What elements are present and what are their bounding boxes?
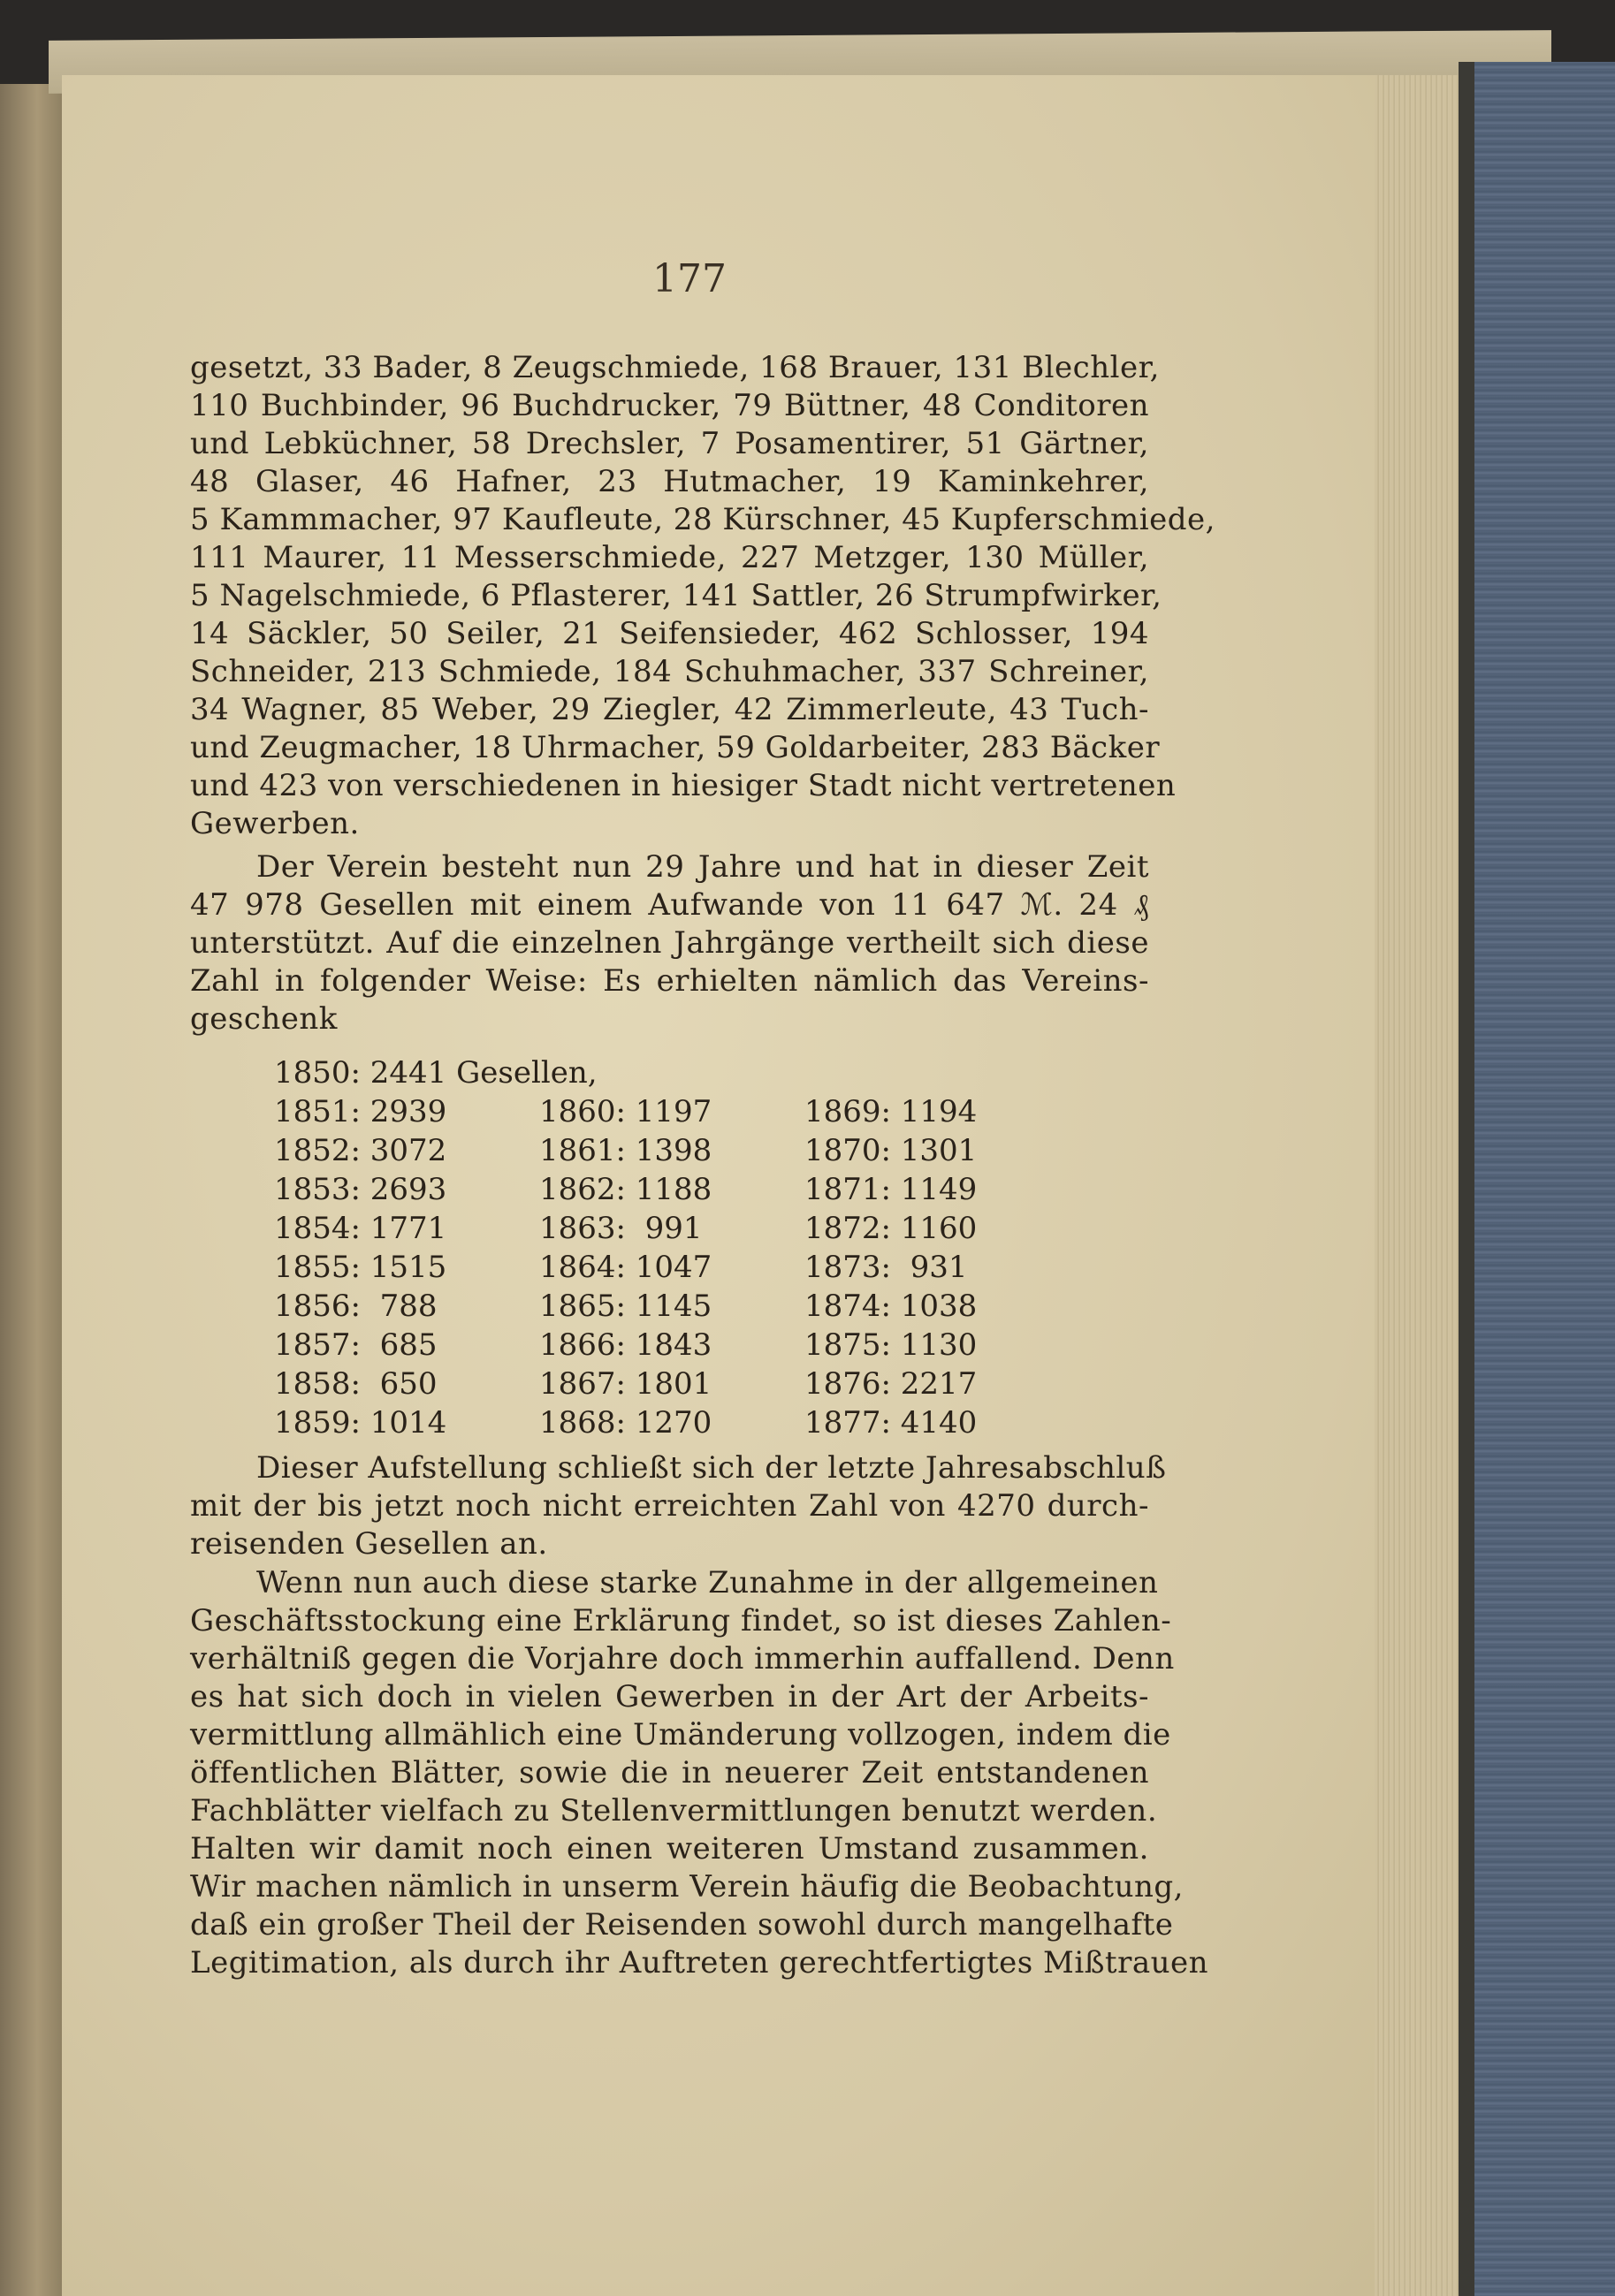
table-cell: 1853: 2693 — [274, 1172, 447, 1207]
table-cell: 1866: 1843 — [539, 1327, 712, 1363]
table-cell: 1869: 1194 — [804, 1094, 978, 1129]
table-row — [274, 1287, 1070, 1326]
table-cell: 1857: 685 — [274, 1327, 438, 1363]
table-row — [274, 1248, 1070, 1287]
table-cell: 1876: 2217 — [804, 1366, 978, 1402]
table-cell: 1870: 1301 — [804, 1133, 978, 1168]
table-cell: 1859: 1014 — [274, 1405, 447, 1441]
table-cell: 1858: 650 — [274, 1366, 438, 1402]
table-cell: 1868: 1270 — [539, 1405, 712, 1441]
text-line: Wenn nun auch diese starke Zunahme in der allgemeinen — [256, 1565, 1159, 1600]
text-line: Wir machen nämlich in unserm Verein häufig die Beobachtung, — [190, 1869, 1184, 1904]
text-line: 111 Maurer, 11 Messerschmiede, 227 Metzger, 130 Müller, — [190, 540, 1149, 575]
table-cell: 1875: 1130 — [804, 1327, 978, 1363]
table-cell: 1874: 1038 — [804, 1289, 978, 1324]
table-cell: 1872: 1160 — [804, 1211, 978, 1246]
table-row — [274, 1131, 1070, 1170]
paragraph-association-summary — [190, 848, 1149, 1038]
text-line: verhältniß gegen die Vorjahre doch immerhin auffallend. Denn — [190, 1641, 1175, 1676]
text-line: 5 Nagelschmiede, 6 Pflasterer, 141 Sattler, 26 Strumpfwirker, — [190, 578, 1162, 613]
text-line: 5 Kammmacher, 97 Kaufleute, 28 Kürschner, 45 Kupferschmiede, — [190, 502, 1215, 537]
table-row — [274, 1053, 1070, 1092]
text-line: Dieser Aufstellung schließt sich der letzte Jahresabschluß — [256, 1450, 1167, 1486]
text-line: öffentlichen Blätter, sowie die in neuerer Zeit entstandenen — [190, 1755, 1149, 1790]
text-line: und Lebküchner, 58 Drechsler, 7 Posamentirer, 51 Gärtner, — [190, 426, 1149, 461]
table-cell: 1873: 931 — [804, 1250, 968, 1285]
text-line: 110 Buchbinder, 96 Buchdrucker, 79 Büttner, 48 Conditoren — [190, 388, 1149, 423]
text-line: Der Verein besteht nun 29 Jahre und hat in dieser Zeit — [256, 849, 1149, 885]
paragraph-explanation — [190, 1564, 1209, 1982]
table-cell: 1867: 1801 — [539, 1366, 712, 1402]
table-cell: 1863: 991 — [539, 1211, 703, 1246]
text-line: geschenk — [190, 1001, 338, 1037]
text-line: daß ein großer Theil der Reisenden sowohl durch mangelhafte — [190, 1907, 1174, 1942]
yearly-journeymen-table — [274, 1053, 1070, 1442]
table-cell: 1860: 1197 — [539, 1094, 712, 1129]
text-line: gesetzt, 33 Bader, 8 Zeugschmiede, 168 Brauer, 131 Blechler, — [190, 350, 1160, 385]
table-cell: 1877: 4140 — [804, 1405, 978, 1441]
table-cell: 1856: 788 — [274, 1289, 438, 1324]
paragraph-last-year — [190, 1449, 1167, 1563]
table-cell: 1855: 1515 — [274, 1250, 447, 1285]
table-row — [274, 1326, 1070, 1365]
text-line: reisenden Gesellen an. — [190, 1526, 548, 1562]
text-line: Zahl in folgender Weise: Es erhielten nämlich das Vereins- — [190, 963, 1149, 999]
text-line: vermittlung allmählich eine Umänderung vollzogen, indem die — [190, 1717, 1171, 1752]
text-line: Halten wir damit noch einen weiteren Umstand zusammen. — [190, 1831, 1149, 1866]
table-cell: 1871: 1149 — [804, 1172, 978, 1207]
table-row — [274, 1209, 1070, 1248]
paragraph-trades-list — [190, 349, 1215, 843]
text-line: 14 Säckler, 50 Seiler, 21 Seifensieder, 462 Schlosser, 194 — [190, 616, 1149, 651]
table-cell: 1865: 1145 — [539, 1289, 712, 1324]
table-row — [274, 1092, 1070, 1131]
table-cell: 1862: 1188 — [539, 1172, 712, 1207]
table-row — [274, 1403, 1070, 1442]
text-line: es hat sich doch in vielen Gewerben in der Art der Arbeits- — [190, 1679, 1149, 1714]
text-line: und Zeugmacher, 18 Uhrmacher, 59 Goldarbeiter, 283 Bäcker — [190, 730, 1161, 765]
text-line: 48 Glaser, 46 Hafner, 23 Hutmacher, 19 Kaminkehrer, — [190, 464, 1149, 499]
text-line: Fachblätter vielfach zu Stellenvermittlungen benutzt werden. — [190, 1793, 1158, 1828]
left-page-edge — [0, 84, 62, 2296]
table-cell: 1852: 3072 — [274, 1133, 447, 1168]
book-cover — [1459, 62, 1615, 2296]
table-cell: 1861: 1398 — [539, 1133, 712, 1168]
text-line: 34 Wagner, 85 Weber, 29 Ziegler, 42 Zimmerleute, 43 Tuch- — [190, 692, 1149, 727]
page-stack-edges — [1375, 75, 1459, 2296]
table-cell: 1854: 1771 — [274, 1211, 447, 1246]
table-cell: 1850: 2441 Gesellen, — [274, 1055, 598, 1091]
text-line: 47 978 Gesellen mit einem Aufwande von 11 647 ℳ. 24 ₰ — [190, 887, 1149, 923]
text-line: und 423 von verschiedenen in hiesiger Stadt nicht vertretenen — [190, 768, 1177, 803]
page-number: 177 — [652, 256, 727, 301]
text-line: mit der bis jetzt noch nicht erreichten Zahl von 4270 durch- — [190, 1488, 1149, 1524]
text-line: unterstützt. Auf die einzelnen Jahrgänge vertheilt sich diese — [190, 925, 1149, 961]
table-row — [274, 1365, 1070, 1403]
table-row — [274, 1170, 1070, 1209]
text-line: Gewerben. — [190, 806, 360, 841]
text-line: Legitimation, als durch ihr Auftreten gerechtfertigtes Mißtrauen — [190, 1945, 1209, 1980]
text-line: Geschäftsstockung eine Erklärung findet, so ist dieses Zahlen- — [190, 1603, 1172, 1638]
text-line: Schneider, 213 Schmiede, 184 Schuhmacher, 337 Schreiner, — [190, 654, 1149, 689]
table-cell: 1864: 1047 — [539, 1250, 712, 1285]
table-cell: 1851: 2939 — [274, 1094, 447, 1129]
